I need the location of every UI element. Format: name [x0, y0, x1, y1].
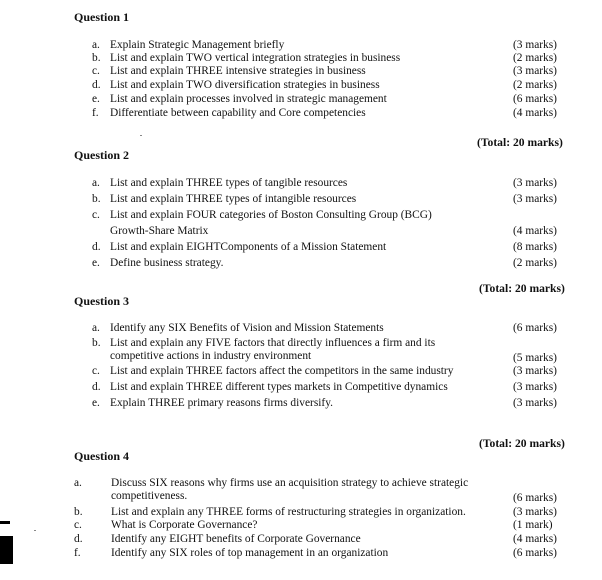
item-marks: (3 marks) [513, 365, 557, 377]
item-letter: a. [92, 39, 100, 51]
item-marks: (5 marks) [513, 352, 557, 364]
item-letter: d. [92, 79, 101, 91]
item-letter: f. [74, 547, 81, 559]
item-text: What is Corporate Governance? [111, 519, 258, 531]
item-marks: (4 marks) [513, 107, 557, 119]
q1-item-e [0, 93, 602, 106]
scan-speck [34, 530, 36, 531]
item-text-continued: competitiveness. [111, 490, 188, 502]
q4-item-f [0, 547, 602, 560]
item-letter: d. [92, 241, 101, 253]
scan-speck [140, 135, 142, 136]
q4-item-c [0, 519, 602, 532]
item-marks: (3 marks) [513, 177, 557, 189]
question-2-total: (Total: 20 marks) [479, 282, 565, 295]
q3-item-e [0, 397, 602, 410]
item-letter: a. [74, 477, 82, 489]
item-text: Explain Strategic Management briefly [110, 39, 285, 51]
item-marks: (8 marks) [513, 241, 557, 253]
item-marks: (3 marks) [513, 193, 557, 205]
q3-item-b-continued [0, 350, 602, 363]
item-text: List and explain any FIVE factors that directly influences a firm and its [110, 337, 436, 349]
q2-item-e [0, 257, 602, 270]
question-4-heading: Question 4 [74, 449, 130, 463]
item-letter: e. [92, 93, 100, 105]
scan-mark [0, 521, 10, 524]
item-text: Identify any SIX Benefits of Vision and Mission Statements [110, 322, 384, 334]
item-text: List and explain EIGHTComponents of a Mission Statement [110, 241, 387, 253]
item-text: List and explain THREE intensive strategies in business [110, 65, 366, 77]
item-text: List and explain TWO diversification strategies in business [110, 79, 380, 91]
item-marks: (6 marks) [513, 547, 557, 559]
item-text: Differentiate between capability and Core competencies [110, 107, 366, 119]
q1-item-b [0, 52, 602, 65]
q3-item-b [0, 337, 602, 350]
item-marks: (4 marks) [513, 533, 557, 545]
item-letter: b. [74, 506, 83, 518]
item-text: List and explain THREE factors affect the competitors in the same industry [110, 365, 454, 377]
item-marks: (2 marks) [513, 257, 557, 269]
q3-item-a [0, 322, 602, 335]
q2-item-c [0, 209, 602, 222]
item-text-continued: Growth-Share Matrix [110, 225, 209, 237]
item-text: Explain THREE primary reasons firms diversify. [110, 397, 334, 409]
item-letter: d. [74, 533, 83, 545]
item-marks: (6 marks) [513, 93, 557, 105]
item-marks: (6 marks) [513, 492, 557, 504]
item-marks: (3 marks) [513, 506, 557, 518]
q1-item-a [0, 39, 602, 52]
item-marks: (3 marks) [513, 397, 557, 409]
q4-item-a-continued [0, 490, 602, 503]
question-1-total: (Total: 20 marks) [477, 136, 563, 149]
q4-item-b [0, 506, 602, 519]
item-text: List and explain processes involved in strategic management [110, 93, 387, 105]
item-marks: (3 marks) [513, 39, 557, 51]
item-letter: c. [74, 519, 82, 531]
q1-item-c [0, 65, 602, 78]
item-text: List and explain THREE types of intangible resources [110, 193, 357, 205]
item-marks: (3 marks) [513, 381, 557, 393]
item-letter: b. [92, 52, 101, 64]
question-3-heading: Question 3 [74, 294, 130, 308]
q2-item-b [0, 193, 602, 206]
item-text: List and explain FOUR categories of Boston Consulting Group (BCG) [110, 209, 432, 221]
item-marks: (4 marks) [513, 225, 557, 237]
q2-item-d [0, 241, 602, 254]
item-letter: b. [92, 337, 101, 349]
item-letter: e. [92, 397, 100, 409]
item-letter: a. [92, 177, 100, 189]
item-text: Identify any EIGHT benefits of Corporate Governance [111, 533, 361, 545]
question-3-total: (Total: 20 marks) [479, 437, 565, 450]
item-text: List and explain THREE different types markets in Competitive dynamics [110, 381, 448, 393]
item-marks: (3 marks) [513, 65, 557, 77]
item-text: Discuss SIX reasons why firms use an acquisition strategy to achieve strategic [111, 477, 469, 489]
item-marks: (2 marks) [513, 79, 557, 91]
q2-item-a [0, 177, 602, 190]
item-text: Identify any SIX roles of top management in an organization [111, 547, 389, 559]
q4-item-d [0, 533, 602, 546]
item-letter: f. [92, 107, 99, 119]
item-letter: a. [92, 322, 100, 334]
q1-item-f [0, 107, 602, 120]
item-text-continued: competitive actions in industry environment [110, 350, 312, 362]
item-marks: (1 mark) [513, 519, 553, 531]
item-letter: c. [92, 365, 100, 377]
q2-item-c-continued [0, 225, 602, 238]
q4-item-a [0, 477, 602, 490]
q3-item-c [0, 365, 602, 378]
question-2-heading: Question 2 [74, 148, 130, 162]
q1-item-d [0, 79, 602, 92]
item-letter: c. [92, 209, 100, 221]
item-marks: (6 marks) [513, 322, 557, 334]
item-letter: b. [92, 193, 101, 205]
item-marks: (2 marks) [513, 52, 557, 64]
item-letter: c. [92, 65, 100, 77]
item-text: List and explain THREE types of tangible resources [110, 177, 348, 189]
question-1-heading: Question 1 [74, 10, 130, 24]
item-text: List and explain any THREE forms of restructuring strategies in organization. [111, 506, 466, 518]
q3-item-d [0, 381, 602, 394]
item-letter: e. [92, 257, 100, 269]
item-text: List and explain TWO vertical integration strategies in business [110, 52, 401, 64]
scan-mark [0, 536, 13, 564]
item-text: Define business strategy. [110, 257, 224, 269]
item-letter: d. [92, 381, 101, 393]
